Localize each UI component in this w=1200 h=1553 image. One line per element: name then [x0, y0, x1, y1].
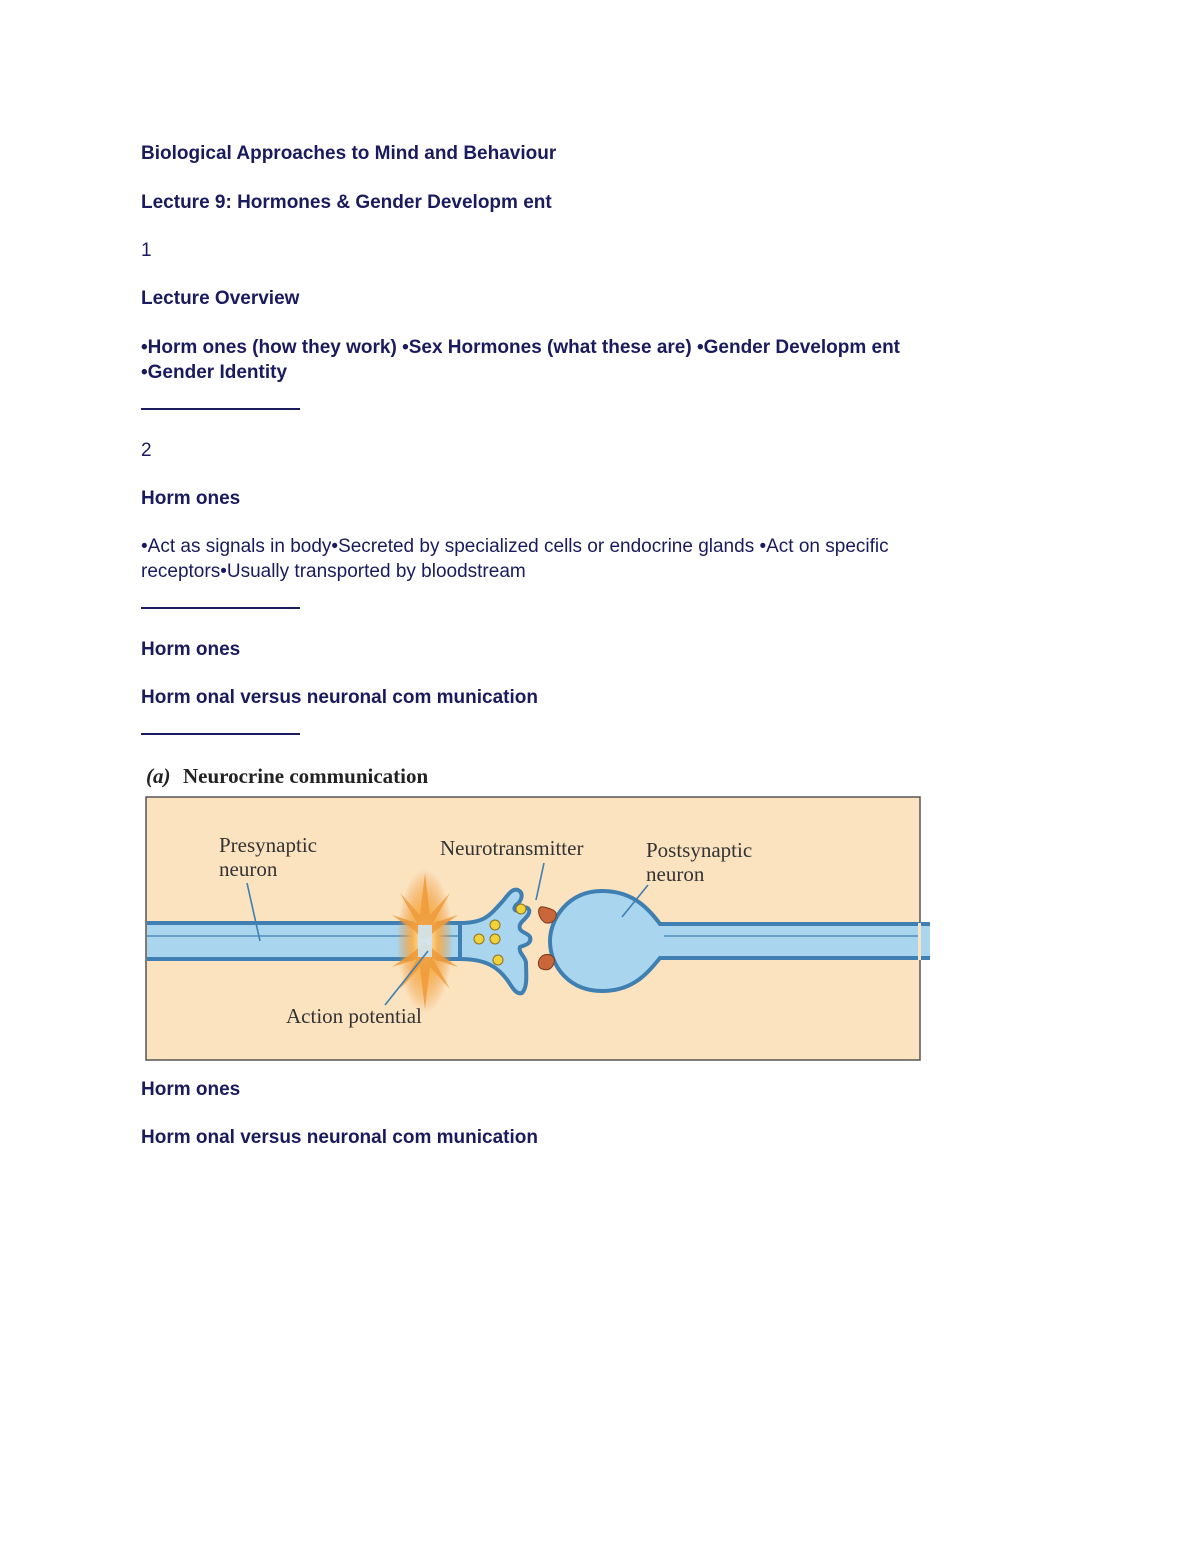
vesicle	[516, 904, 526, 914]
course-title: Biological Approaches to Mind and Behaviour	[141, 143, 557, 164]
section-heading: Horm ones	[141, 639, 241, 660]
lecture-title: Lecture 9: Hormones & Gender Developm ent	[141, 192, 552, 213]
presynaptic-label: neuron	[219, 857, 278, 881]
vesicle	[474, 934, 484, 944]
postsynaptic-label: neuron	[646, 862, 705, 886]
neurotransmitter-label: Neurotransmitter	[440, 836, 584, 860]
body-text-line: receptors•Usually transported by bloodstream	[141, 561, 526, 582]
receptor	[538, 954, 554, 969]
slide-divider	[141, 733, 300, 735]
overview-line: •Gender Identity	[141, 362, 288, 383]
figure-caption-title: Neurocrine communication	[183, 764, 429, 788]
presynaptic-label: Presynaptic	[219, 833, 317, 857]
postsynaptic-label: Postsynaptic	[646, 838, 753, 862]
slide-number: 2	[141, 440, 152, 461]
slide-number: 1	[141, 240, 152, 261]
figure-caption-letter: (a)	[146, 764, 171, 788]
slide-divider	[141, 607, 300, 609]
neurocrine-communication-figure	[140, 755, 930, 1065]
vesicle	[493, 955, 503, 965]
body-text-line: •Act as signals in body•Secreted by specialized cells or endocrine glands •Act on specific	[141, 536, 889, 557]
overview-line: •Horm ones (how they work) •Sex Hormones (what these are) •Gender Developm ent	[141, 337, 901, 358]
vesicle	[490, 920, 500, 930]
section-heading: Horm ones	[141, 1079, 241, 1100]
action-potential-label: Action potential	[286, 1004, 422, 1028]
subheading: Horm onal versus neuronal com munication	[141, 1127, 538, 1148]
section-heading: Horm ones	[141, 488, 241, 509]
subheading: Horm onal versus neuronal com munication	[141, 687, 538, 708]
section-heading: Lecture Overview	[141, 288, 300, 309]
slide-divider	[141, 408, 300, 410]
vesicle	[490, 934, 500, 944]
